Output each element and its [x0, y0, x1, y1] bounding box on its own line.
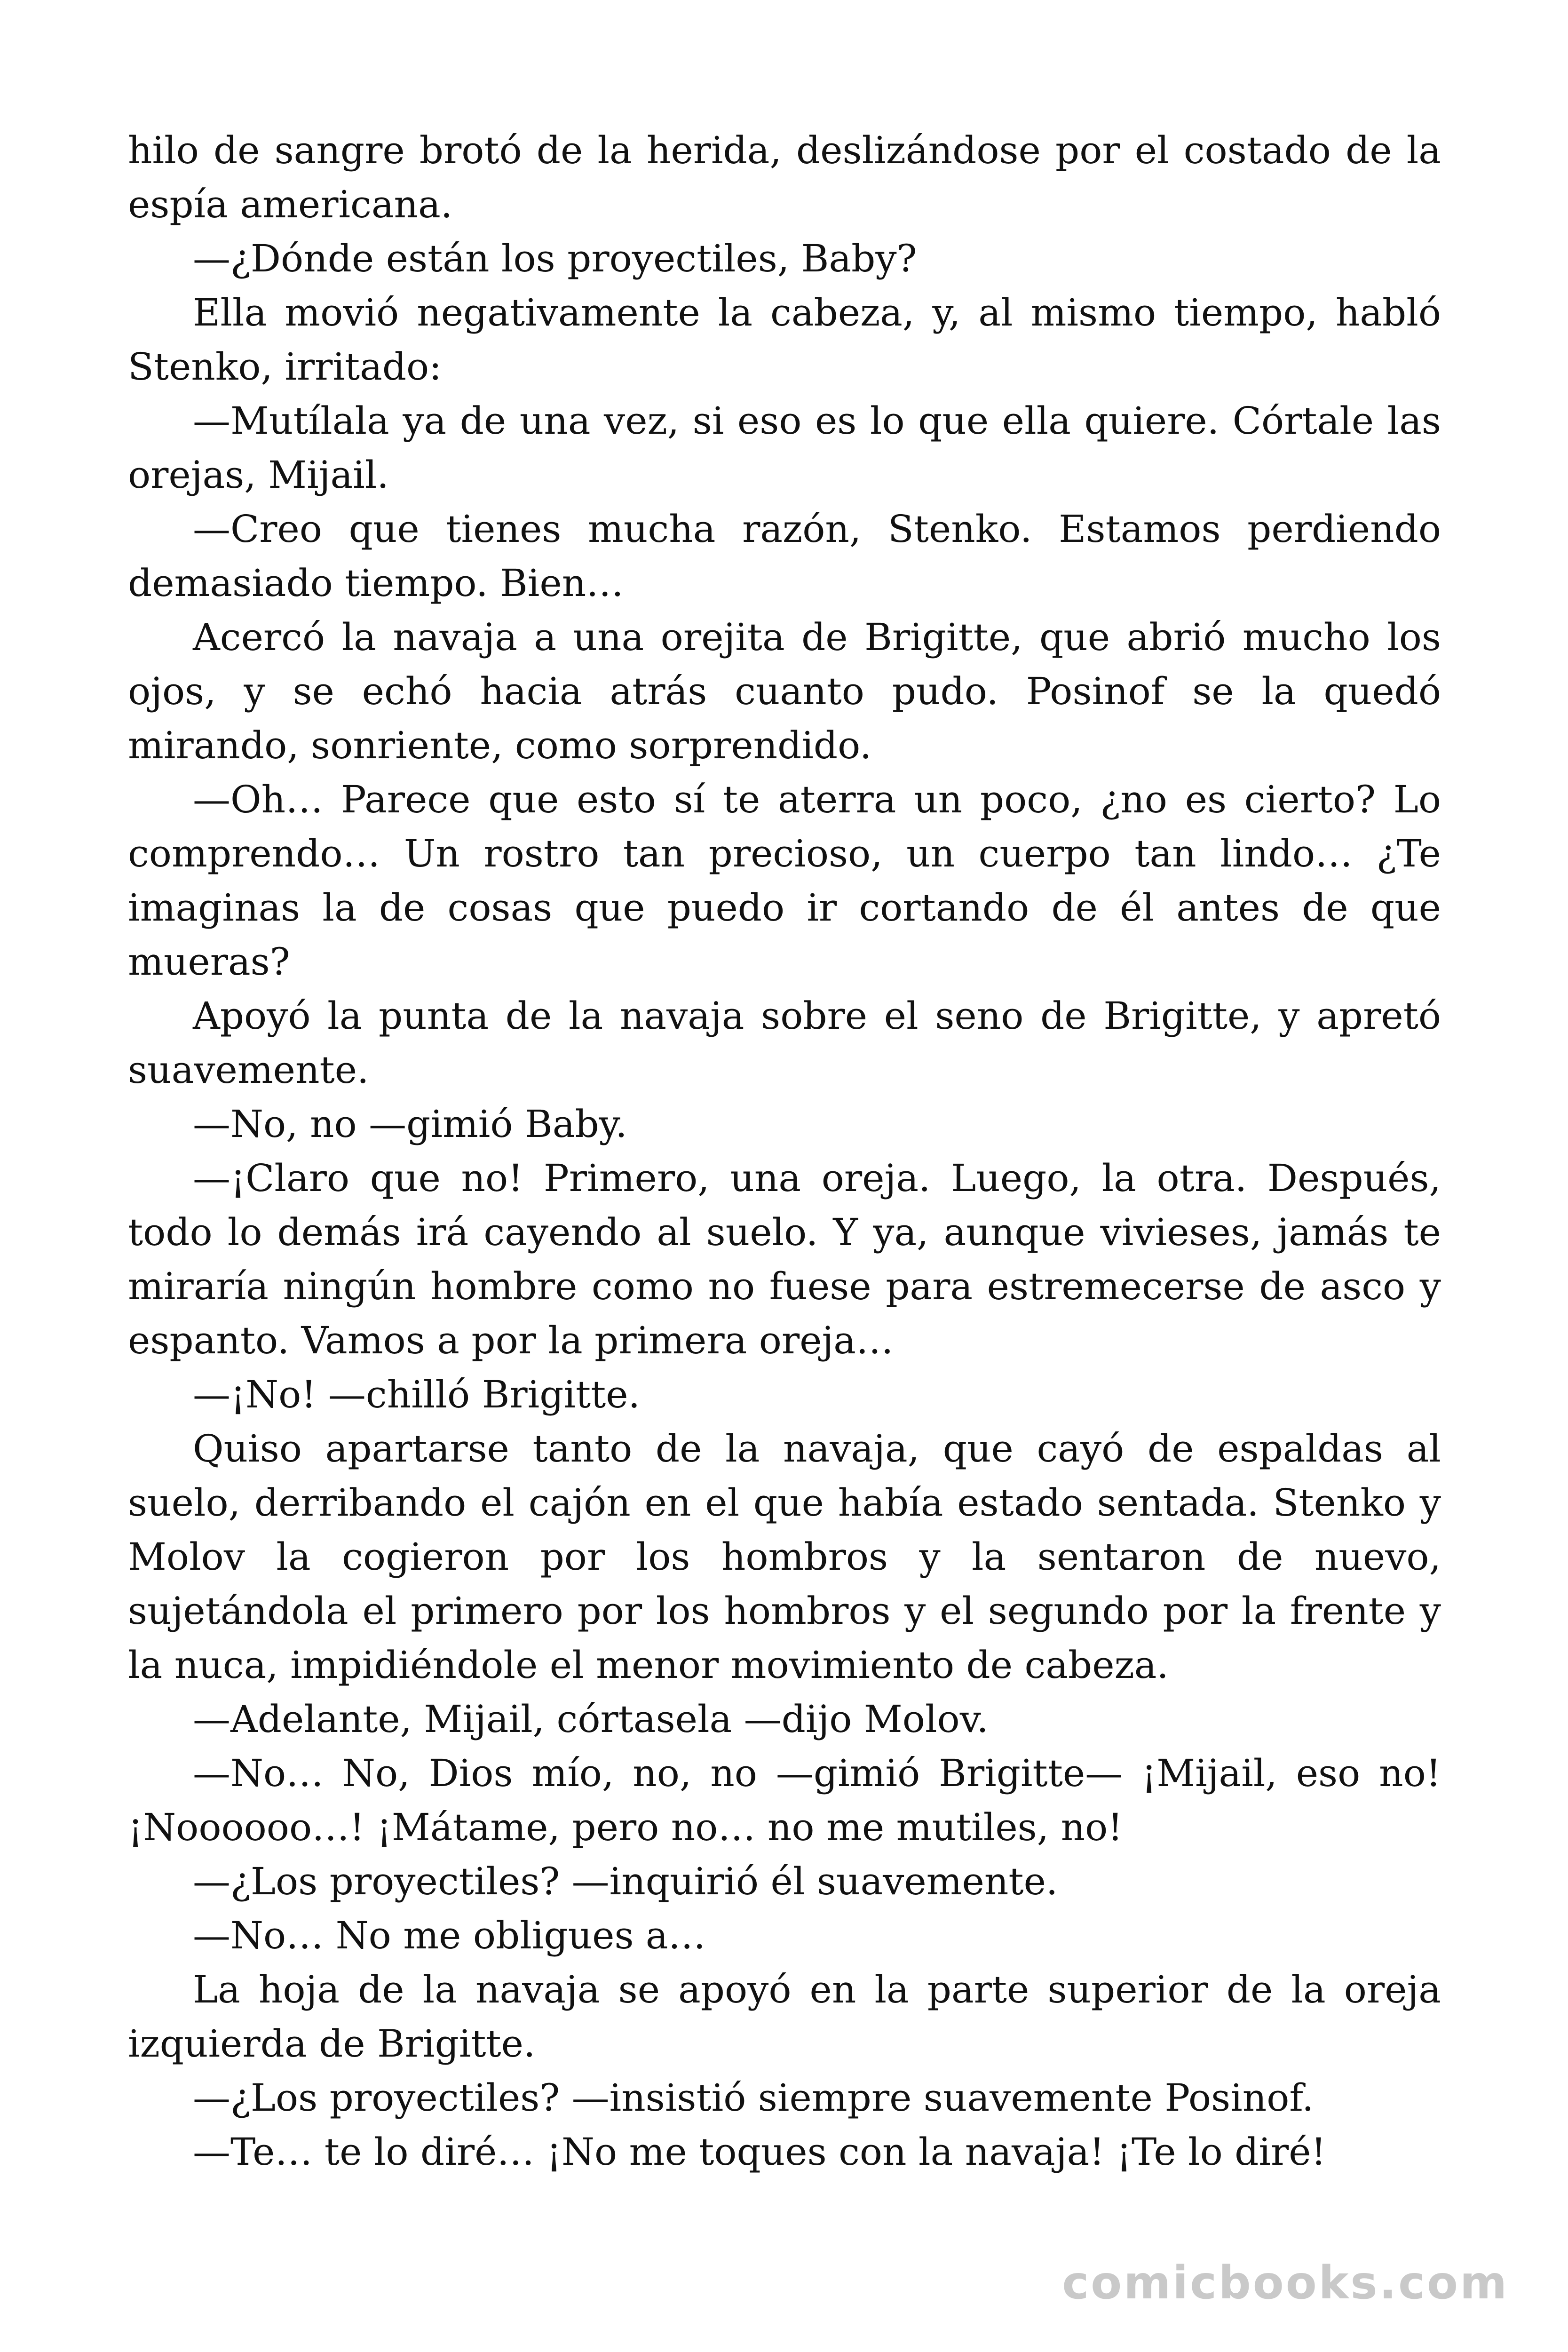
paragraph: Apoyó la punta de la navaja sobre el seno de Brigitte, y apretó suavemente.: [128, 994, 1441, 1092]
watermark: comicbooks.com: [1062, 2257, 1509, 2309]
paragraph: La hoja de la navaja se apoyó en la parte superior de la oreja izquierda de Brigitte.: [128, 1968, 1441, 2066]
paragraph: —¡Claro que no! Primero, una oreja. Luego, la otra. Después, todo lo demás irá cayendo al suelo. Y ya, aunque vivieses, jamás te miraría ningún hombre como no fuese para estremecerse de asco y espanto. Vamos a por la primera oreja…: [128, 1156, 1441, 1362]
paragraph: —¿Los proyectiles? —insistió siempre suavemente Posinof.: [193, 2076, 1314, 2120]
paragraph: —Mutílala ya de una vez, si eso es lo que ella quiere. Córtale las orejas, Mijail.: [128, 399, 1441, 497]
paragraph: —No… No me obligues a…: [193, 1914, 706, 1957]
paragraph: Quiso apartarse tanto de la navaja, que cayó de espaldas al suelo, derribando el cajón en el que había estado sentada. Stenko y Molov la cogieron por los hombros y la sentaron de nuevo, sujetándola el primero por los hombros y el segundo por la frente y la nuca, impidiéndole el menor movimiento de cabeza.: [128, 1427, 1441, 1687]
page-body: [128, 123, 1441, 2179]
paragraph: —Te… te lo diré… ¡No me toques con la navaja! ¡Te lo diré!: [193, 2130, 1326, 2174]
paragraph: —Oh… Parece que esto sí te aterra un poco, ¿no es cierto? Lo comprendo… Un rostro tan precioso, un cuerpo tan lindo… ¿Te imaginas la de cosas que puedo ir cortando de él antes de que mueras?: [128, 778, 1441, 984]
paragraph: hilo de sangre brotó de la herida, deslizándose por el costado de la espía americana.: [128, 128, 1441, 226]
paragraph: —¿Dónde están los proyectiles, Baby?: [193, 237, 917, 280]
paragraph: —No, no —gimió Baby.: [193, 1102, 627, 1146]
paragraph: Acercó la navaja a una orejita de Brigitte, que abrió mucho los ojos, y se echó hacia atrás cuanto pudo. Posinof se la quedó mirando, sonriente, como sorprendido.: [128, 615, 1441, 767]
paragraph: —¡No! —chilló Brigitte.: [193, 1373, 641, 1416]
paragraph: —Creo que tienes mucha razón, Stenko. Estamos perdiendo demasiado tiempo. Bien…: [128, 507, 1441, 605]
paragraph: —¿Los proyectiles? —inquirió él suavemente.: [193, 1859, 1058, 1903]
paragraph: —No… No, Dios mío, no, no —gimió Brigitte— ¡Mijail, eso no! ¡Noooooo…! ¡Mátame, pero no… no me mutiles, no!: [128, 1751, 1441, 1849]
paragraph: —Adelante, Mijail, córtasela —dijo Molov.: [193, 1697, 989, 1741]
paragraph: Ella movió negativamente la cabeza, y, al mismo tiempo, habló Stenko, irritado:: [128, 291, 1441, 389]
